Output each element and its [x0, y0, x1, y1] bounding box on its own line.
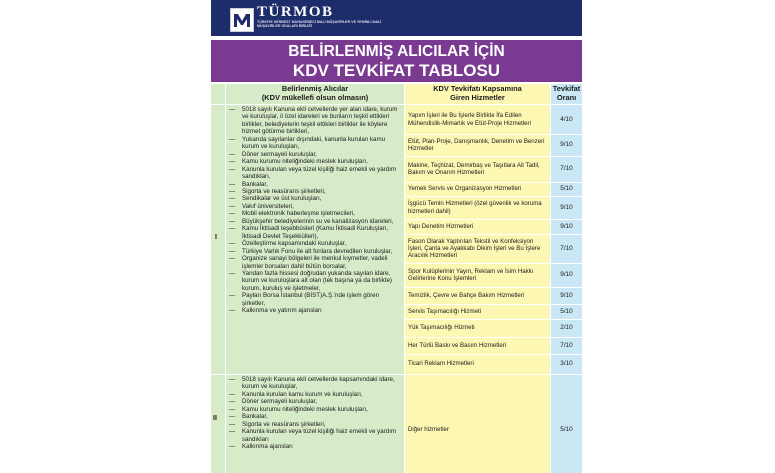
dash-bullet: —: [229, 202, 236, 210]
dash-bullet: —: [229, 225, 236, 233]
dash-bullet: —: [229, 217, 236, 225]
dash-bullet: —: [229, 165, 236, 173]
buyer-text: 5018 sayılı Kanuna ekli cetvellerde yer alan idare, kurum ve kuruluşlar, il özel idareleri ve bunların teşkil ettikleri birlikler, belediyelerin teşkil ettikleri birlikler ile köylere hizmet götürme birlikleri,: [242, 106, 398, 136]
rate-value: 9/10: [560, 222, 573, 230]
service-item: Temizlik, Çevre ve Bahçe Bakım Hizmetleri: [408, 291, 525, 299]
service-item: Yapı Denetim Hizmetleri: [408, 222, 474, 230]
row-divider: [551, 263, 582, 264]
services-header-line1: KDV Tevkifatı Kapsamına: [433, 84, 522, 94]
brand-name: TÜRMOB: [257, 4, 334, 20]
group-2-roman-cell: [211, 375, 225, 473]
buyer-item: [229, 180, 402, 188]
rate-value: 5/10: [560, 307, 573, 315]
dash-bullet: —: [229, 210, 236, 218]
buyer-text: Kamu kurumu niteliğindeki meslek kuruluşları,: [242, 405, 368, 413]
buyer-text: Kamu kurumu niteliğindeki meslek kuruluşları,: [242, 158, 368, 166]
services-header-line2: Giren Hizmetler: [450, 93, 505, 102]
buyer-text: Sigorta ve reasürans şirketleri,: [242, 187, 326, 195]
dash-bullet: —: [229, 405, 236, 413]
dash-bullet: —: [229, 390, 236, 398]
buyer-text: Döner sermayeli kuruluşlar,: [242, 398, 317, 406]
rate-value: 7/10: [560, 244, 573, 252]
group-1-buyers: [226, 105, 404, 374]
buyer-text: Mobil elektronik haberleşme işletmecileri,: [242, 210, 355, 218]
row-divider: [551, 354, 582, 355]
buyer-item: [229, 428, 402, 443]
row-divider: [551, 319, 582, 320]
dash-bullet: —: [229, 106, 236, 113]
dash-bullet: —: [229, 255, 236, 263]
row-divider: [551, 182, 582, 183]
dash-bullet: —: [229, 443, 236, 451]
buyer-text: Kamu İktisadi teşebbüsleri (Kamu İktisadi Kuruluşları, İktisadi Devlet Teşekkülleri),: [242, 225, 389, 240]
buyer-item: [229, 420, 402, 428]
buyer-item: [229, 376, 402, 391]
dash-bullet: —: [229, 240, 236, 248]
service-item: Ticari Reklam Hizmetleri: [408, 360, 474, 368]
buyer-text: Organize sanayi bölgeleri ile menkul kıymetler, vadeli işlemler borsaları dahil bütün borsalar,: [242, 255, 388, 270]
row-divider: [551, 234, 582, 235]
buyer-text: Kalkınma ve yatırım ajansları: [242, 307, 322, 315]
dash-bullet: —: [229, 376, 236, 383]
buyer-item: [229, 165, 402, 181]
buyer-item: [229, 240, 402, 248]
service-item: İşgücü Temin Hizmetleri (özel güvenlik ve koruma hizmetleri dahil): [408, 200, 542, 215]
buyer-item: [229, 225, 402, 240]
group-2-services: [405, 375, 550, 473]
dash-bullet: —: [229, 307, 236, 315]
service-item: Diğer hizmetler: [408, 426, 449, 434]
dash-bullet: —: [229, 187, 236, 195]
rate-value: 9/10: [560, 271, 573, 278]
rate-value: 5/10: [560, 426, 573, 433]
rate-value: 4/10: [560, 115, 573, 123]
buyer-item: [229, 269, 402, 292]
buyer-text: Büyükşehir belediyelerinin su ve kanalizasyon idareleri,: [242, 217, 394, 225]
buyer-item: [229, 398, 402, 406]
dash-bullet: —: [229, 135, 236, 143]
group-1-services: [405, 105, 550, 374]
dash-bullet: —: [229, 247, 236, 255]
buyer-item: [229, 443, 402, 451]
group-1-roman: I: [215, 234, 217, 241]
buyer-item: [229, 217, 402, 225]
dash-bullet: —: [229, 398, 236, 406]
rate-value: 3/10: [560, 360, 573, 367]
document-page: [211, 0, 582, 473]
service-item: Yapım İşleri ile Bu İşlerle Birlikte İfa Edilen Mühendislik-Mimarlık ve Etüt-Proje Hizmetleri: [408, 112, 531, 127]
buyer-text: Kanunla kurulan veya tüzel kişiliği haiz emekli ve yardım sandıkları: [242, 428, 397, 443]
buyer-item: [229, 413, 402, 421]
turmob-logo: [230, 8, 254, 32]
buyer-text: Döner sermayeli kuruluşlar,: [242, 150, 317, 158]
buyer-item: [229, 390, 402, 398]
buyer-text: Sendikalar ve üst kuruluşları,: [242, 195, 322, 203]
buyers-header-line2: (KDV mükellefi olsun olmasın): [261, 93, 369, 102]
buyer-text: Sigorta ve reasürans şirketleri,: [242, 420, 326, 428]
dash-bullet: —: [229, 158, 236, 166]
buyer-text: Yukarıda sayılanlar dışındaki, kanunla kurulan kamu kurum ve kuruluşları,: [242, 135, 386, 151]
group-1-roman-cell: [211, 105, 225, 374]
service-item: Yemek Servis ve Organizasyon Hizmetleri: [408, 185, 522, 193]
buyer-item: [229, 158, 402, 166]
row-divider: [551, 219, 582, 220]
rate-header-line1: Tevkifat: [552, 84, 581, 94]
brand-subtitle: TÜRKİYE SERBEST MUHASEBECİ MALİ MÜŞAVİRLER VE YEMİNLİ MALİ MÜŞAVİRLER ODALARI BİRLİĞİ: [257, 20, 382, 29]
group-1-rates: [551, 105, 582, 374]
rate-value: 5/10: [560, 185, 573, 192]
row-divider: [551, 156, 582, 157]
buyer-item: [229, 405, 402, 413]
buyer-item: [229, 202, 402, 210]
buyer-text: Kalkınma ajansları: [242, 443, 293, 451]
dash-bullet: —: [229, 292, 236, 300]
group-2-buyers: [226, 375, 404, 473]
rate-value: 9/10: [560, 291, 573, 299]
buyer-item: [229, 106, 402, 136]
rate-header: [551, 84, 582, 104]
title-line-1: BELİRLENMİŞ ALICILAR İÇİN: [288, 43, 505, 60]
buyer-item: [229, 210, 402, 218]
row-divider: [551, 134, 582, 135]
rate-value: 9/10: [560, 203, 573, 211]
buyer-item: [229, 292, 402, 307]
buyer-item: [229, 150, 402, 158]
service-item: Yük Taşımacılığı Hizmeti: [408, 324, 475, 332]
service-item: Fason Olarak Yaptırılan Tekstil ve Konfeksiyon İşleri, Çanta ve Ayakkabı Dikim İşleri ve Bu İşlere Aracılık Hizmetleri: [408, 237, 541, 260]
buyer-text: Kanunla kurulan kamu kurum ve kuruluşları,: [242, 390, 363, 398]
dash-bullet: —: [229, 269, 236, 277]
buyer-text: Vakıf üniversiteleri,: [242, 202, 294, 210]
buyer-item: [229, 247, 402, 255]
buyer-text: Payları Borsa İstanbul (BİST)A.Ş.'nde işlem gören şirketler,: [242, 292, 380, 307]
service-item: Etüt, Plan-Proje, Danışmanlık, Denetim ve Benzeri Hizmetler: [408, 137, 545, 152]
buyer-text: Bankalar,: [242, 180, 268, 188]
buyer-text: Özelleştirme kapsamındaki kuruluşlar,: [242, 240, 347, 248]
roman-header-cell: [211, 84, 225, 104]
rate-header-line2: Oranı: [556, 93, 577, 102]
buyer-item: [229, 255, 402, 270]
dash-bullet: —: [229, 195, 236, 203]
rate-value: 7/10: [560, 341, 573, 349]
dash-bullet: —: [229, 420, 236, 428]
buyer-text: Bankalar,: [242, 413, 268, 421]
service-item: Servis Taşımacılığı Hizmeti: [408, 307, 482, 315]
row-divider: [551, 287, 582, 288]
row-divider: [551, 337, 582, 338]
tevkifat-table: [211, 84, 582, 473]
turmob-header: [211, 0, 582, 36]
service-item: Her Türlü Baskı ve Basım Hizmetleri: [408, 341, 507, 349]
title-banner: [211, 40, 582, 82]
row-divider: [551, 304, 582, 305]
services-header: [405, 84, 550, 104]
buyers-header: [226, 84, 404, 104]
buyer-item: [229, 187, 402, 195]
buyer-item: [229, 195, 402, 203]
buyer-item: [229, 307, 402, 315]
rate-value: 7/10: [560, 165, 573, 172]
rate-value: 9/10: [560, 141, 573, 148]
buyer-text: Yandan fazla hissesi doğrudan yukarıda sayılan idare, kurum ve kuruluşlara ait olan (tek başına ya da birlikte) kurum, kuruluş ve işletmeler,: [242, 269, 392, 292]
group-2-rates: [551, 375, 582, 473]
group-2-roman: II: [213, 415, 217, 422]
buyers-header-line1: Belirlenmiş Alıcılar: [281, 84, 349, 94]
dash-bullet: —: [229, 180, 236, 188]
dash-bullet: —: [229, 413, 236, 421]
rate-value: 2/10: [560, 324, 573, 331]
buyer-item: [229, 135, 402, 151]
dash-bullet: —: [229, 150, 236, 158]
service-item: Spor Kulüplerinin Yayın, Reklam ve İsim Hakkı Gelirlerine Konu İşlemleri: [408, 267, 534, 282]
buyer-text: 5018 sayılı Kanuna ekli cetvellerde kapsamındaki idare, kurum ve kuruluşlar,: [242, 376, 395, 391]
service-item: Makine, Teçhizat, Demirbaş ve Taşıtlara Ait Tadil, Bakım ve Onarım Hizmetleri: [408, 161, 540, 176]
buyer-text: Türkiye Varlık Fonu ile alt fonlara devredilen kuruluşlar,: [242, 247, 393, 255]
title-line-2: KDV TEVKİFAT TABLOSU: [292, 61, 501, 80]
dash-bullet: —: [229, 428, 236, 436]
buyer-text: Kanunla kurulan veya tüzel kişiliği haiz emekli ve yardım sandıkları,: [242, 165, 397, 181]
row-divider: [551, 196, 582, 197]
